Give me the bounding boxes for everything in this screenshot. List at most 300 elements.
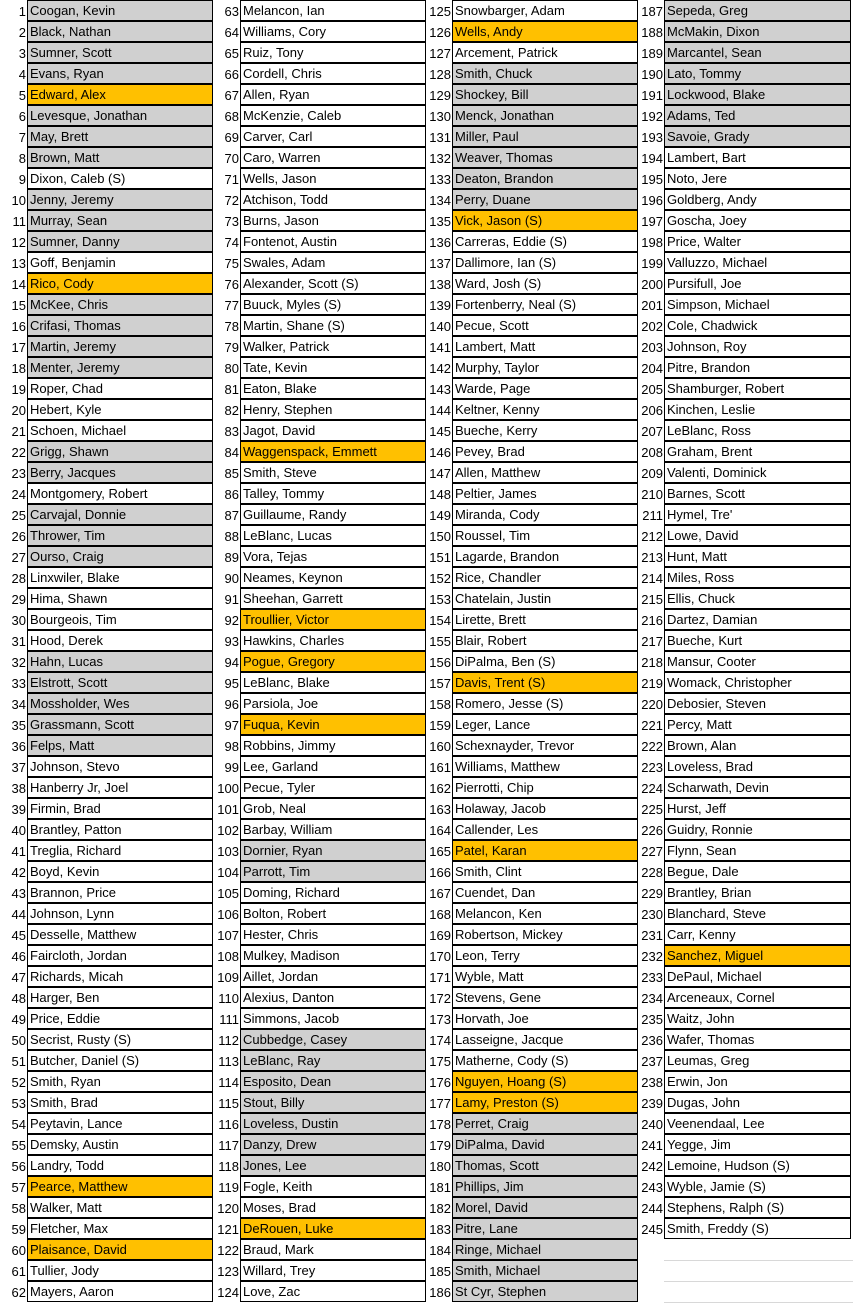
name-cell[interactable]: Bolton, Robert	[240, 903, 426, 924]
name-cell[interactable]: Hawkins, Charles	[240, 630, 426, 651]
name-cell[interactable]: McKee, Chris	[27, 294, 213, 315]
name-cell[interactable]: Ellis, Chuck	[664, 588, 851, 609]
name-cell[interactable]: Bueche, Kurt	[664, 630, 851, 651]
row-number: 121	[217, 1222, 239, 1237]
name-cell[interactable]: Horvath, Joe	[452, 1008, 638, 1029]
name-cell[interactable]: Chatelain, Justin	[452, 588, 638, 609]
name-cell[interactable]: Kinchen, Leslie	[664, 399, 851, 420]
table-row	[0, 64, 213, 85]
name-cell[interactable]: Wyble, Matt	[452, 966, 638, 987]
name-cell[interactable]: Shockey, Bill	[452, 84, 638, 105]
name-cell[interactable]: Loveless, Dustin	[240, 1113, 426, 1134]
row-number: 147	[429, 466, 451, 481]
name-cell[interactable]: Hebert, Kyle	[27, 399, 213, 420]
table-row	[213, 1198, 426, 1219]
name-cell[interactable]: Carver, Carl	[240, 126, 426, 147]
row-number: 52	[11, 1075, 26, 1090]
name-cell[interactable]: Landry, Todd	[27, 1155, 213, 1176]
name-cell[interactable]: Womack, Christopher	[664, 672, 851, 693]
name-cell[interactable]: Holaway, Jacob	[452, 798, 638, 819]
name-cell[interactable]: Buuck, Myles (S)	[240, 294, 426, 315]
name-cell[interactable]: Shamburger, Robert	[664, 378, 851, 399]
name-cell[interactable]: Smith, Steve	[240, 462, 426, 483]
row-number: 244	[641, 1201, 663, 1216]
name-cell[interactable]: Morel, David	[452, 1197, 638, 1218]
name-cell[interactable]: Black, Nathan	[27, 21, 213, 42]
name-cell[interactable]: Coogan, Kevin	[27, 0, 213, 21]
name-cell[interactable]: Flynn, Sean	[664, 840, 851, 861]
name-cell[interactable]: Graham, Brent	[664, 441, 851, 462]
row-number: 160	[429, 739, 451, 754]
name-cell[interactable]: Ringe, Michael	[452, 1239, 638, 1260]
name-cell[interactable]: Plaisance, David	[27, 1239, 213, 1260]
row-number: 82	[224, 403, 239, 418]
name-cell[interactable]: Davis, Trent (S)	[452, 672, 638, 693]
name-cell[interactable]: Brown, Alan	[664, 735, 851, 756]
name-cell[interactable]: Hanberry Jr, Joel	[27, 777, 213, 798]
name-cell[interactable]: Barbay, William	[240, 819, 426, 840]
name-cell[interactable]: Alexius, Danton	[240, 987, 426, 1008]
name-cell[interactable]: Desselle, Matthew	[27, 924, 213, 945]
name-cell[interactable]: Marcantel, Sean	[664, 42, 851, 63]
name-cell[interactable]: Wafer, Thomas	[664, 1029, 851, 1050]
name-cell[interactable]: Ruiz, Tony	[240, 42, 426, 63]
name-cell[interactable]: Johnson, Stevo	[27, 756, 213, 777]
name-cell[interactable]: Pursifull, Joe	[664, 273, 851, 294]
name-cell[interactable]: Brantley, Patton	[27, 819, 213, 840]
name-cell[interactable]: Carvajal, Donnie	[27, 504, 213, 525]
name-cell[interactable]: Brannon, Price	[27, 882, 213, 903]
row-number: 3	[18, 46, 26, 61]
table-row	[213, 1009, 426, 1030]
name-cell[interactable]: Sanchez, Miguel	[664, 945, 851, 966]
name-cell[interactable]: Schoen, Michael	[27, 420, 213, 441]
name-cell[interactable]: Smith, Chuck	[452, 63, 638, 84]
row-number: 128	[429, 67, 451, 82]
name-cell[interactable]: Wyble, Jamie (S)	[664, 1176, 851, 1197]
name-cell[interactable]: Secrist, Rusty (S)	[27, 1029, 213, 1050]
name-cell[interactable]: Arceneaux, Cornel	[664, 987, 851, 1008]
name-cell[interactable]: Goldberg, Andy	[664, 189, 851, 210]
name-cell[interactable]: Crifasi, Thomas	[27, 315, 213, 336]
row-number: 148	[429, 487, 451, 502]
name-cell[interactable]: Dartez, Damian	[664, 609, 851, 630]
name-cell[interactable]: Robertson, Mickey	[452, 924, 638, 945]
table-row	[213, 1, 426, 22]
name-cell[interactable]: Robbins, Jimmy	[240, 735, 426, 756]
name-cell[interactable]: Troullier, Victor	[240, 609, 426, 630]
name-cell[interactable]: Leon, Terry	[452, 945, 638, 966]
name-cell[interactable]: Pecue, Tyler	[240, 777, 426, 798]
name-cell[interactable]: Valenti, Dominick	[664, 462, 851, 483]
name-cell[interactable]: Sheehan, Garrett	[240, 588, 426, 609]
row-number: 217	[641, 634, 663, 649]
name-cell[interactable]: Schexnayder, Trevor	[452, 735, 638, 756]
name-cell[interactable]: Dornier, Ryan	[240, 840, 426, 861]
name-cell[interactable]: Vick, Jason (S)	[452, 210, 638, 231]
name-cell[interactable]: Thomas, Scott	[452, 1155, 638, 1176]
name-cell[interactable]: Rice, Chandler	[452, 567, 638, 588]
name-cell[interactable]: Smith, Brad	[27, 1092, 213, 1113]
name-cell[interactable]: Miles, Ross	[664, 567, 851, 588]
name-cell[interactable]: McKenzie, Caleb	[240, 105, 426, 126]
name-cell[interactable]: Pitre, Lane	[452, 1218, 638, 1239]
name-cell[interactable]: Cole, Chadwick	[664, 315, 851, 336]
name-cell[interactable]: DiPalma, Ben (S)	[452, 651, 638, 672]
name-cell[interactable]: Treglia, Richard	[27, 840, 213, 861]
name-cell[interactable]: Warde, Page	[452, 378, 638, 399]
name-cell[interactable]: Ourso, Craig	[27, 546, 213, 567]
name-cell[interactable]: Evans, Ryan	[27, 63, 213, 84]
name-cell[interactable]: Loveless, Brad	[664, 756, 851, 777]
row-number: 207	[641, 424, 663, 439]
name-cell[interactable]: Atchison, Todd	[240, 189, 426, 210]
name-cell[interactable]: Pecue, Scott	[452, 315, 638, 336]
name-cell[interactable]: Lemoine, Hudson (S)	[664, 1155, 851, 1176]
name-cell[interactable]: Blair, Robert	[452, 630, 638, 651]
name-cell[interactable]: Pogue, Gregory	[240, 651, 426, 672]
name-cell[interactable]: Levesque, Jonathan	[27, 105, 213, 126]
table-row	[426, 232, 638, 253]
name-cell[interactable]: Fuqua, Kevin	[240, 714, 426, 735]
name-cell[interactable]: Pearce, Matthew	[27, 1176, 213, 1197]
name-cell[interactable]: Melancon, Ian	[240, 0, 426, 21]
name-cell[interactable]: Guidry, Ronnie	[664, 819, 851, 840]
name-cell[interactable]: Adams, Ted	[664, 105, 851, 126]
name-cell[interactable]: Richards, Micah	[27, 966, 213, 987]
name-cell[interactable]: St Cyr, Stephen	[452, 1281, 638, 1302]
name-cell[interactable]: Price, Eddie	[27, 1008, 213, 1029]
name-cell[interactable]: Barnes, Scott	[664, 483, 851, 504]
name-cell[interactable]: Guillaume, Randy	[240, 504, 426, 525]
table-row	[426, 1177, 638, 1198]
name-cell[interactable]: Johnson, Roy	[664, 336, 851, 357]
name-cell[interactable]: Hurst, Jeff	[664, 798, 851, 819]
name-cell[interactable]: Romero, Jesse (S)	[452, 693, 638, 714]
row-number: 202	[641, 319, 663, 334]
name-cell[interactable]: McMakin, Dixon	[664, 21, 851, 42]
name-cell[interactable]: Roper, Chad	[27, 378, 213, 399]
name-cell[interactable]: Noto, Jere	[664, 168, 851, 189]
name-cell[interactable]: Arcement, Patrick	[452, 42, 638, 63]
row-number: 21	[11, 424, 26, 439]
name-cell[interactable]: LeBlanc, Lucas	[240, 525, 426, 546]
name-cell[interactable]: Fortenberry, Neal (S)	[452, 294, 638, 315]
name-cell[interactable]: Miller, Paul	[452, 126, 638, 147]
table-row	[638, 1177, 851, 1198]
name-cell[interactable]: Jagot, David	[240, 420, 426, 441]
name-cell[interactable]: Burns, Jason	[240, 210, 426, 231]
name-cell[interactable]: Blanchard, Steve	[664, 903, 851, 924]
name-cell[interactable]: Harger, Ben	[27, 987, 213, 1008]
name-cell[interactable]: May, Brett	[27, 126, 213, 147]
table-row	[638, 148, 851, 169]
name-cell[interactable]: Neames, Keynon	[240, 567, 426, 588]
table-row	[426, 967, 638, 988]
name-cell[interactable]: Peytavin, Lance	[27, 1113, 213, 1134]
row-number: 42	[11, 865, 26, 880]
table-row	[638, 505, 851, 526]
row-number: 109	[217, 970, 239, 985]
name-cell[interactable]: Fontenot, Austin	[240, 231, 426, 252]
name-cell[interactable]: Savoie, Grady	[664, 126, 851, 147]
row-number: 200	[641, 277, 663, 292]
name-cell[interactable]: Pevey, Brad	[452, 441, 638, 462]
name-cell[interactable]: Lee, Garland	[240, 756, 426, 777]
name-cell[interactable]: Menck, Jonathan	[452, 105, 638, 126]
name-cell[interactable]: Stephens, Ralph (S)	[664, 1197, 851, 1218]
name-cell[interactable]: Percy, Matt	[664, 714, 851, 735]
name-cell[interactable]: Parrott, Tim	[240, 861, 426, 882]
table-row	[213, 190, 426, 211]
name-cell[interactable]: Mayers, Aaron	[27, 1281, 213, 1302]
table-row	[0, 337, 213, 358]
name-cell[interactable]: Felps, Matt	[27, 735, 213, 756]
name-cell[interactable]: Cuendet, Dan	[452, 882, 638, 903]
table-row	[426, 127, 638, 148]
name-cell[interactable]: Veenendaal, Lee	[664, 1113, 851, 1134]
name-cell[interactable]: Wells, Andy	[452, 21, 638, 42]
name-cell[interactable]: Smith, Clint	[452, 861, 638, 882]
name-cell[interactable]: Tate, Kevin	[240, 357, 426, 378]
name-cell[interactable]: Williams, Cory	[240, 21, 426, 42]
name-cell[interactable]: Parsiola, Joe	[240, 693, 426, 714]
name-cell[interactable]: Walker, Matt	[27, 1197, 213, 1218]
name-cell[interactable]: Grassmann, Scott	[27, 714, 213, 735]
name-cell[interactable]: Caro, Warren	[240, 147, 426, 168]
name-cell[interactable]: Deaton, Brandon	[452, 168, 638, 189]
name-cell[interactable]: Keltner, Kenny	[452, 399, 638, 420]
table-row	[638, 1051, 851, 1072]
name-cell[interactable]: Goscha, Joey	[664, 210, 851, 231]
name-cell[interactable]: Simpson, Michael	[664, 294, 851, 315]
name-cell[interactable]: Phillips, Jim	[452, 1176, 638, 1197]
name-cell[interactable]: Lirette, Brett	[452, 609, 638, 630]
name-cell[interactable]: Wells, Jason	[240, 168, 426, 189]
name-cell[interactable]: Pierrotti, Chip	[452, 777, 638, 798]
name-cell[interactable]: Price, Walter	[664, 231, 851, 252]
name-cell[interactable]: Grigg, Shawn	[27, 441, 213, 462]
name-cell[interactable]: Swales, Adam	[240, 252, 426, 273]
name-cell[interactable]: Carreras, Eddie (S)	[452, 231, 638, 252]
name-cell[interactable]: LeBlanc, Ray	[240, 1050, 426, 1071]
name-cell[interactable]: Demsky, Austin	[27, 1134, 213, 1155]
name-cell[interactable]: Smith, Freddy (S)	[664, 1218, 851, 1239]
name-cell[interactable]: Miranda, Cody	[452, 504, 638, 525]
name-cell[interactable]: Goff, Benjamin	[27, 252, 213, 273]
table-row	[426, 526, 638, 547]
name-cell[interactable]: Peltier, James	[452, 483, 638, 504]
table-row	[213, 799, 426, 820]
name-cell[interactable]: Carr, Kenny	[664, 924, 851, 945]
name-cell[interactable]: Willard, Trey	[240, 1260, 426, 1281]
name-cell[interactable]: Lambert, Matt	[452, 336, 638, 357]
name-cell[interactable]: Edward, Alex	[27, 84, 213, 105]
name-cell[interactable]: Allen, Ryan	[240, 84, 426, 105]
name-cell[interactable]: Waitz, John	[664, 1008, 851, 1029]
row-number: 46	[11, 949, 26, 964]
row-number: 69	[224, 130, 239, 145]
name-cell[interactable]: Begue, Dale	[664, 861, 851, 882]
table-row	[638, 442, 851, 463]
name-cell[interactable]: Hester, Chris	[240, 924, 426, 945]
name-cell[interactable]: Talley, Tommy	[240, 483, 426, 504]
name-cell[interactable]: Callender, Les	[452, 819, 638, 840]
table-row	[638, 1135, 851, 1156]
table-row	[0, 1240, 213, 1261]
table-row	[0, 568, 213, 589]
name-cell[interactable]: Thrower, Tim	[27, 525, 213, 546]
name-cell[interactable]: Sumner, Scott	[27, 42, 213, 63]
name-cell[interactable]: Smith, Michael	[452, 1260, 638, 1281]
name-cell[interactable]: Aillet, Jordan	[240, 966, 426, 987]
row-number: 87	[224, 508, 239, 523]
table-row	[638, 64, 851, 85]
row-number: 68	[224, 109, 239, 124]
name-cell[interactable]: Matherne, Cody (S)	[452, 1050, 638, 1071]
name-cell[interactable]: Bourgeois, Tim	[27, 609, 213, 630]
name-cell[interactable]: Mulkey, Madison	[240, 945, 426, 966]
name-cell[interactable]: Allen, Matthew	[452, 462, 638, 483]
name-cell[interactable]: Hymel, Tre'	[664, 504, 851, 525]
name-cell[interactable]: Nguyen, Hoang (S)	[452, 1071, 638, 1092]
name-cell[interactable]: Patel, Karan	[452, 840, 638, 861]
name-cell[interactable]: Lato, Tommy	[664, 63, 851, 84]
name-cell[interactable]: Walker, Patrick	[240, 336, 426, 357]
name-cell[interactable]: Jenny, Jeremy	[27, 189, 213, 210]
name-cell[interactable]: Boyd, Kevin	[27, 861, 213, 882]
row-number: 29	[11, 592, 26, 607]
name-cell[interactable]: Perret, Craig	[452, 1113, 638, 1134]
name-cell[interactable]: Johnson, Lynn	[27, 903, 213, 924]
name-cell[interactable]: Lowe, David	[664, 525, 851, 546]
name-cell[interactable]: Faircloth, Jordan	[27, 945, 213, 966]
name-cell[interactable]: Waggenspack, Emmett	[240, 441, 426, 462]
table-row	[426, 631, 638, 652]
name-cell[interactable]: Valluzzo, Michael	[664, 252, 851, 273]
name-cell[interactable]: Danzy, Drew	[240, 1134, 426, 1155]
name-cell[interactable]: Stout, Billy	[240, 1092, 426, 1113]
name-cell[interactable]: Hima, Shawn	[27, 588, 213, 609]
name-cell[interactable]: Cubbedge, Casey	[240, 1029, 426, 1050]
name-cell[interactable]: Tullier, Jody	[27, 1260, 213, 1281]
table-row	[426, 1156, 638, 1177]
name-cell[interactable]: Berry, Jacques	[27, 462, 213, 483]
name-cell[interactable]: Smith, Ryan	[27, 1071, 213, 1092]
name-cell[interactable]: Firmin, Brad	[27, 798, 213, 819]
name-cell[interactable]: Jones, Lee	[240, 1155, 426, 1176]
name-cell[interactable]: Pitre, Brandon	[664, 357, 851, 378]
name-cell[interactable]: Dugas, John	[664, 1092, 851, 1113]
name-cell[interactable]: Scharwath, Devin	[664, 777, 851, 798]
name-cell[interactable]: Fogle, Keith	[240, 1176, 426, 1197]
table-row	[213, 379, 426, 400]
name-cell[interactable]: Yegge, Jim	[664, 1134, 851, 1155]
name-cell[interactable]: Snowbarger, Adam	[452, 0, 638, 21]
name-cell[interactable]: Menter, Jeremy	[27, 357, 213, 378]
name-cell[interactable]: Dixon, Caleb (S)	[27, 168, 213, 189]
table-row	[426, 442, 638, 463]
name-cell[interactable]: Alexander, Scott (S)	[240, 273, 426, 294]
name-cell[interactable]: DeRouen, Luke	[240, 1218, 426, 1239]
name-cell[interactable]: Montgomery, Robert	[27, 483, 213, 504]
name-cell[interactable]: Braud, Mark	[240, 1239, 426, 1260]
name-cell[interactable]: Mossholder, Wes	[27, 693, 213, 714]
name-cell[interactable]: Henry, Stephen	[240, 399, 426, 420]
table-row	[426, 211, 638, 232]
name-cell[interactable]: Debosier, Steven	[664, 693, 851, 714]
name-cell[interactable]: Roussel, Tim	[452, 525, 638, 546]
name-cell[interactable]: Linxwiler, Blake	[27, 567, 213, 588]
name-cell[interactable]: Brown, Matt	[27, 147, 213, 168]
name-cell[interactable]: Eaton, Blake	[240, 378, 426, 399]
name-cell[interactable]: Brantley, Brian	[664, 882, 851, 903]
row-number: 234	[641, 991, 663, 1006]
name-cell[interactable]: Williams, Matthew	[452, 756, 638, 777]
name-cell[interactable]: Butcher, Daniel (S)	[27, 1050, 213, 1071]
name-cell[interactable]: Lockwood, Blake	[664, 84, 851, 105]
name-cell[interactable]: LeBlanc, Blake	[240, 672, 426, 693]
name-cell[interactable]: Leger, Lance	[452, 714, 638, 735]
name-cell[interactable]: Hunt, Matt	[664, 546, 851, 567]
name-cell[interactable]: Mansur, Cooter	[664, 651, 851, 672]
name-cell[interactable]: Martin, Jeremy	[27, 336, 213, 357]
name-cell[interactable]: Martin, Shane (S)	[240, 315, 426, 336]
table-row	[0, 904, 213, 925]
name-cell[interactable]: Bueche, Kerry	[452, 420, 638, 441]
name-cell[interactable]: Murray, Sean	[27, 210, 213, 231]
name-cell[interactable]: Doming, Richard	[240, 882, 426, 903]
name-cell[interactable]: LeBlanc, Ross	[664, 420, 851, 441]
name-cell[interactable]: DePaul, Michael	[664, 966, 851, 987]
name-cell[interactable]: Perry, Duane	[452, 189, 638, 210]
name-cell[interactable]: Lambert, Bart	[664, 147, 851, 168]
row-number: 9	[18, 172, 26, 187]
name-cell[interactable]: Sepeda, Greg	[664, 0, 851, 21]
name-cell[interactable]: Lasseigne, Jacque	[452, 1029, 638, 1050]
name-cell[interactable]: Murphy, Taylor	[452, 357, 638, 378]
table-row	[0, 988, 213, 1009]
name-cell[interactable]: Elstrott, Scott	[27, 672, 213, 693]
name-cell[interactable]: Vora, Tejas	[240, 546, 426, 567]
name-cell[interactable]: Dallimore, Ian (S)	[452, 252, 638, 273]
name-cell[interactable]: Hood, Derek	[27, 630, 213, 651]
name-cell[interactable]: Stevens, Gene	[452, 987, 638, 1008]
name-cell[interactable]: Grob, Neal	[240, 798, 426, 819]
name-cell[interactable]: Cordell, Chris	[240, 63, 426, 84]
name-cell[interactable]: Sumner, Danny	[27, 231, 213, 252]
name-cell[interactable]: Lagarde, Brandon	[452, 546, 638, 567]
name-cell[interactable]: Lamy, Preston (S)	[452, 1092, 638, 1113]
name-cell[interactable]: Esposito, Dean	[240, 1071, 426, 1092]
table-row	[638, 736, 851, 757]
name-cell[interactable]: Ward, Josh (S)	[452, 273, 638, 294]
name-cell[interactable]: Fletcher, Max	[27, 1218, 213, 1239]
name-cell[interactable]: Melancon, Ken	[452, 903, 638, 924]
row-number: 135	[429, 214, 451, 229]
name-cell[interactable]: Love, Zac	[240, 1281, 426, 1302]
name-cell[interactable]: Moses, Brad	[240, 1197, 426, 1218]
name-cell[interactable]: Weaver, Thomas	[452, 147, 638, 168]
row-number: 222	[641, 739, 663, 754]
table-row	[426, 694, 638, 715]
name-cell[interactable]: Leumas, Greg	[664, 1050, 851, 1071]
name-cell[interactable]: Hahn, Lucas	[27, 651, 213, 672]
name-cell[interactable]: Simmons, Jacob	[240, 1008, 426, 1029]
name-cell[interactable]: Erwin, Jon	[664, 1071, 851, 1092]
name-cell[interactable]: DiPalma, David	[452, 1134, 638, 1155]
name-cell[interactable]: Rico, Cody	[27, 273, 213, 294]
